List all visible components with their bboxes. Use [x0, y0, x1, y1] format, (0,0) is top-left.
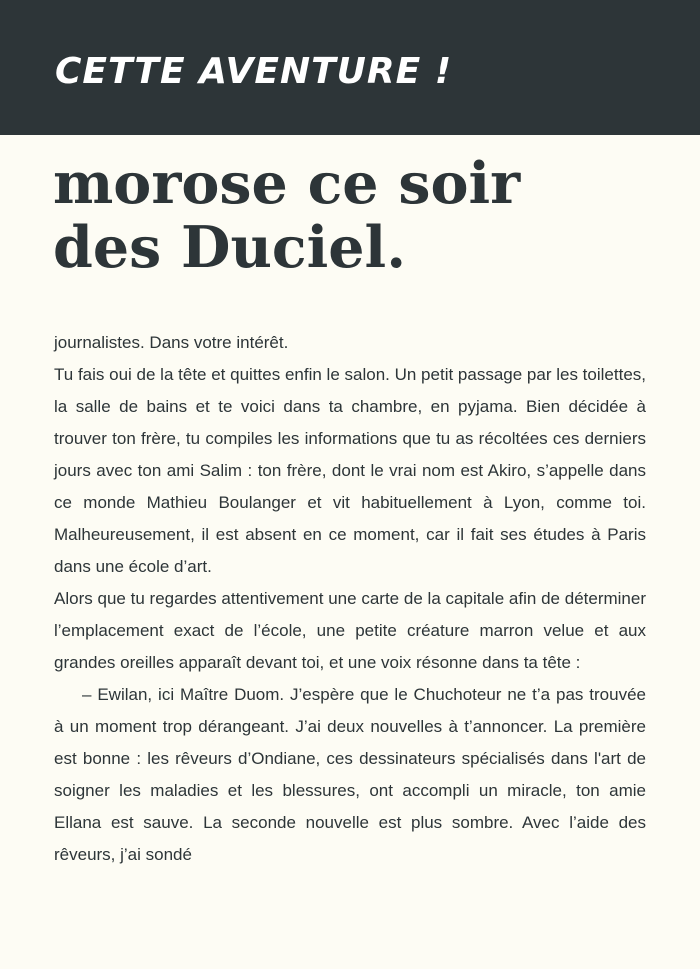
- headline: [53, 152, 520, 280]
- paragraph-4: – Ewilan, ici Maître Duom. J’espère que le Chuchoteur ne t’a pas trouvée à un moment trop dérangeant. J’ai deux nouvelles à t’annoncer. La première est bonne : les rêveurs d’Ondiane, ces dessinateurs spécialisés dans l'art de soigner les maladies et les blessures, ont accompli un miracle, ton amie Ellana est sauve. La seconde nouvelle est plus sombre. Avec l’aide des rêveurs, j’ai sondé: [54, 685, 646, 864]
- paragraph-3: Alors que tu regardes attentivement une carte de la capitale afin de déterminer l’emplacement exact de l’école, une petite créature marron velue et aux grandes oreilles apparaît devant toi, et une voix résonne dans ta tête :: [54, 589, 646, 672]
- paragraph-2: Tu fais oui de la tête et quittes enfin le salon. Un petit passage par les toilettes, la salle de bains et te voici dans ta chambre, en pyjama. Bien décidée à trouver ton frère, tu compiles les informations que tu as récoltées ces derniers jours avec ton ami Salim : ton frère, dont le vrai nom est Akiro, s’appelle dans ce monde Mathieu Boulanger et vit habituellement à Lyon, comme toi. Malheureusement, il est absent en ce moment, car il fait ses études à Paris dans une école d’art.: [54, 365, 646, 576]
- body-text: [54, 327, 646, 871]
- headline-line-1: morose ce soir: [53, 150, 521, 217]
- paragraph-1: journalistes. Dans votre intérêt.: [54, 333, 289, 352]
- header-banner: [0, 0, 700, 135]
- headline-line-2: des Duciel.: [53, 214, 407, 281]
- banner-title: CETTE AVENTURE !: [55, 51, 453, 92]
